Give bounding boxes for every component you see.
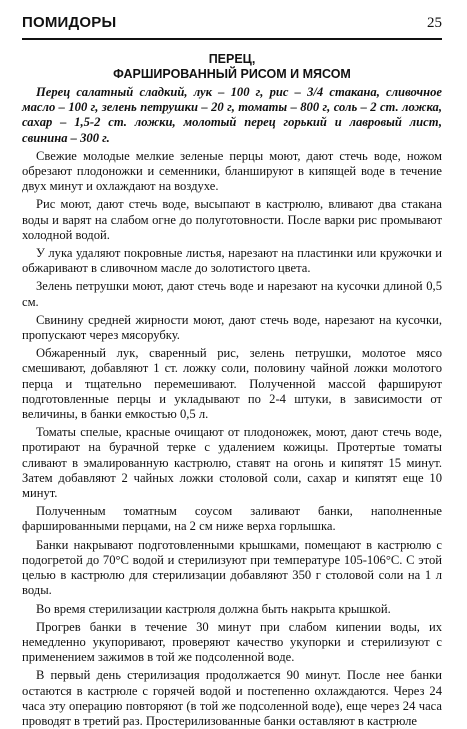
recipe-title-line: ПЕРЕЦ, [208,52,256,66]
page-number: 25 [427,15,442,31]
book-page [22,14,442,728]
body-paragraph: Полученным томатным соусом заливают банки, наполненные фаршированными перцами, на 2 см ниже верха горлышка. [22,504,442,534]
header-rule [22,38,442,40]
recipe-title [22,52,442,82]
body-paragraph: В первый день стерилизация продолжается 90 минут. После нее банки остаются в кастрюле с горячей водой и постепенно охлаждаются. Через 24 часа эту операцию повторяют (в той же подсоленной воде), еще через 24 часа проводят в третий раз. Простерилизованные банки оставляют в кастрюле [22,668,442,728]
body-paragraph: Свежие молодые мелкие зеленые перцы моют, дают стечь воде, ножом обрезают плодоножки и семенники, бланшируют в кипящей воде в течение двух минут и охлаждают на воздухе. [22,148,442,194]
recipe-title-line: ФАРШИРОВАННЫЙ РИСОМ И МЯСОМ [113,67,351,81]
body-paragraph: Свинину средней жирности моют, дают стечь воде, нарезают на кусочки, пропускают через мясорубку. [22,312,442,343]
body-paragraph: Рис моют, дают стечь воде, высыпают в кастрюлю, вливают два стакана воды и варят на слабом огне до полуготовности. После варки рис промывают холодной водой. [22,197,442,242]
body-paragraph: Банки накрывают подготовленными крышками, помещают в кастрюлю с подогретой до 70°С водой и стерилизуют при температуре 105-106°С. С этой целью в кастрюлю для стерилизации добавляют 350 г столовой соли на 1 л воды. [22,537,442,598]
body-paragraph: Томаты спелые, красные очищают от плодоножек, моют, дают стечь воде, протирают на бурачной терке с удалением кожицы. Протертые томаты сливают в эмалированную кастрюлю, ставят на огонь и кипятят 15 минут. Затем добавляют 2 чайных ложки столовой соли, сахар и кипятят еще 10 минут. [22,425,442,501]
body-paragraph: Прогрев банки в течение 30 минут при слабом кипении воды, их немедленно укупоривают, проверяют качество укупорки и стерилизуют с применением зажимов в той же подсоленной воде. [22,619,442,665]
body-paragraph: Зелень петрушки моют, дают стечь воде и нарезают на кусочки длиной 0,5 см. [22,279,442,309]
body-paragraph: Во время стерилизации кастрюля должна быть накрыта крышкой. [36,601,391,616]
body-paragraph: Обжаренный лук, сваренный рис, зелень петрушки, молотое мясо смешивают, добавляют 1 ст. ложку соли, половину чайной ложки молотого перца и тщательно перемешивают. Полученной массой фаршируют подготовленные перцы и укладывают по 2-4 штуки, в зависимости от величины, в банки емкостью 0,5 л. [22,346,442,422]
ingredients-list: Перец салатный сладкий, лук – 100 г, рис – 3/4 стакана, сливочное масло – 100 г, зелень петрушки – 20 г, томаты – 800 г, соль – 2 ст. ложка, сахар – 1,5-2 ст. ложки, молотый перец горький и лавровый лист, свинина – 300 г. [22,85,442,145]
body-paragraph: У лука удаляют покровные листья, нарезают на пластинки или кружочки и обжаривают в сливочном масле до золотистого цвета. [22,246,442,276]
section-name: ПОМИДОРЫ [22,14,117,31]
running-header [22,14,442,36]
